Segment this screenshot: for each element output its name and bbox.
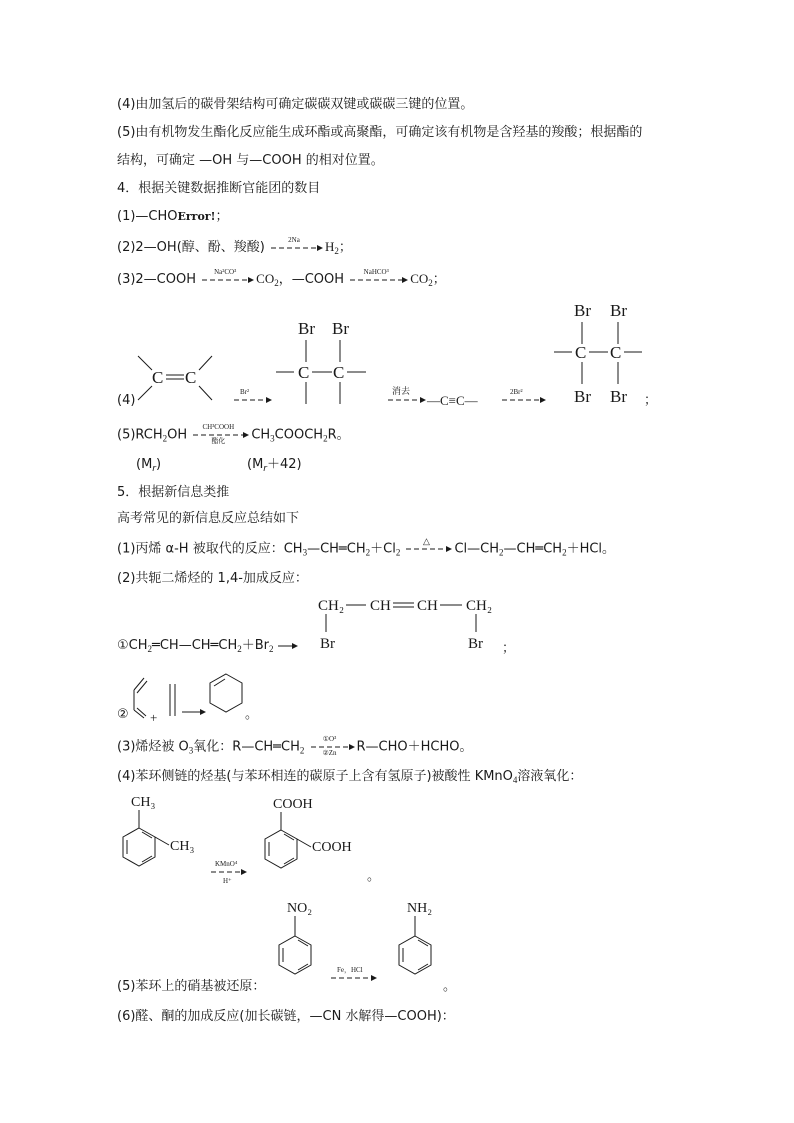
x-ch3-1: CH₃: [131, 795, 156, 810]
text-line-5a: (5)由有机物发生酯化反应能生成环酯或高聚酯，可确定该有机物是含羟基的羧酸；根据酯的: [117, 125, 643, 140]
product-r: R。: [327, 427, 350, 443]
nitrobenzene-structure: [279, 901, 312, 974]
sub: 2: [334, 246, 339, 256]
sub: 2: [237, 644, 242, 654]
arrow-label-h: H⁺: [223, 877, 232, 885]
point-4-reaction-scheme: [130, 296, 670, 416]
mr1: (M: [136, 457, 153, 472]
s-ch2-2: CH₂: [466, 598, 493, 614]
sub: 2: [365, 547, 371, 558]
arrow-2br2: [502, 388, 546, 403]
arrow-elimination: [388, 385, 426, 403]
reaction-arrow-o3: [309, 735, 357, 757]
sub: 2: [323, 433, 328, 444]
product-ch: CH: [251, 427, 271, 443]
reaction-2-heading: (2)共轭二烯烃的 1,4-加成反应：: [117, 571, 308, 586]
reaction-5-text: (5)苯环上的硝基被还原：: [117, 979, 266, 994]
semicolon: ；: [644, 393, 658, 408]
tetrabromide-structure: [554, 301, 657, 408]
reaction-4-heading: [117, 768, 582, 789]
arrow-label-esterify: 酯化: [211, 437, 226, 445]
pa-cooh-2: COOH: [312, 840, 352, 855]
sub: r: [152, 464, 156, 474]
arrow-short: [278, 641, 298, 651]
r2-c: ＋Br: [241, 638, 269, 653]
reaction-1: [117, 536, 616, 562]
tbr-2: Br: [610, 301, 627, 320]
sub: 2: [162, 433, 168, 444]
sub: 2: [395, 547, 401, 558]
reaction-arrow-heat: [404, 536, 454, 558]
r4-a: (4)苯环侧链的烃基(与苯环相连的碳原子上含有氢原子)被酸性 KMnO: [117, 769, 513, 784]
r1-a: (1)丙烯 α-H 被取代的反应：CH: [117, 541, 303, 557]
nitro-group: NO₂: [287, 901, 313, 916]
arrow-label-2br2: 2Br²: [510, 388, 523, 396]
point-2: [117, 235, 352, 260]
arrow-label-o3: ①O³: [322, 735, 337, 743]
point-3: [117, 267, 446, 292]
arrow-kmno4: [211, 860, 247, 885]
h2-product: H: [324, 239, 335, 254]
reaction-2-1: [117, 637, 298, 658]
s-semicolon: ；: [502, 641, 516, 656]
o-xylene-structure: [123, 795, 194, 866]
r3-b: 氧化：R—CH═CH: [193, 739, 300, 755]
arrow-label-nahco3: NaHCO³: [363, 267, 389, 276]
error-text: Error!: [177, 210, 216, 223]
mr2b: ＋42): [267, 457, 302, 472]
tbr-1: Br: [574, 301, 591, 320]
tetrabromide-c2: C: [610, 343, 622, 362]
point-4-label: (4): [117, 393, 136, 408]
alkene-c1: C: [152, 368, 164, 387]
phthalic-acid-structure: [265, 797, 352, 868]
mr2: (M: [247, 457, 264, 472]
point-5: [117, 423, 350, 448]
r3-a: (3)烯烃被 O: [117, 739, 189, 755]
sub: 2: [562, 547, 567, 558]
point-1-text: (1)—CHO: [117, 209, 178, 224]
tbr-3: Br: [574, 387, 591, 406]
cyclohexene-structure: [210, 674, 242, 712]
s-br-1: Br: [320, 636, 335, 652]
diels-alder-scheme: [128, 670, 258, 726]
point-5-oh: OH: [167, 427, 188, 443]
sub: 2: [274, 278, 279, 288]
alkene-c2: C: [185, 368, 197, 387]
alkyne: —C≡C—: [427, 393, 478, 408]
ethene-structure: [170, 684, 175, 716]
plus-sign: +: [150, 710, 158, 725]
point-2-end: ；: [338, 240, 352, 255]
point-1-end: ；: [215, 209, 229, 224]
r2-a: ①CH: [117, 638, 148, 653]
sub: 2: [428, 278, 433, 288]
dibromide-structure: [276, 319, 366, 404]
sub: r: [263, 464, 267, 474]
circle-2: ②: [117, 707, 129, 722]
r3-c: R—CHO＋HCHO。: [356, 739, 473, 755]
product-cooch: COOCH: [274, 427, 324, 443]
sub: 3: [270, 433, 275, 444]
nitro-reduction-scheme: [265, 892, 465, 998]
sub: 2: [269, 644, 274, 654]
mr-label-1: [136, 456, 161, 478]
reaction-3: [117, 735, 473, 760]
sub: 3: [188, 745, 194, 756]
dibromobutene-structure: [300, 592, 520, 662]
arrow-label-zn: ②Zn: [322, 749, 337, 757]
mr-label-2: [247, 456, 302, 478]
sub: 3: [302, 547, 308, 558]
alkene-structure: [138, 356, 212, 400]
arrow-br2: [234, 388, 272, 403]
dibromide-c1: C: [298, 363, 310, 382]
point-3-end: ；: [432, 272, 446, 287]
r1-c: ＋Cl: [370, 541, 396, 557]
arrow-da: [182, 709, 206, 715]
arrow-label-kmno4: KMnO⁴: [215, 860, 238, 868]
s-ch-1: CH: [370, 598, 391, 614]
r4-dot: 。: [367, 869, 381, 884]
arrow-fe-hcl: [331, 966, 377, 981]
r2-b: ═CH—CH═CH: [152, 638, 238, 653]
intro-line: 高考常见的新信息反应总结如下: [117, 511, 300, 526]
point-1: [117, 208, 228, 226]
pa-cooh-1: COOH: [273, 797, 313, 812]
arrow-label-elim: 消去: [392, 387, 411, 397]
br-1: Br: [298, 319, 315, 338]
r1-b: —CH═CH: [307, 541, 366, 557]
tetrabromide-c1: C: [575, 343, 587, 362]
section-5-heading: 5．根据新信息类推: [117, 485, 230, 500]
co2-product: CO: [256, 271, 275, 286]
text-line-5b: 结构，可确定 —OH 与—COOH 的相对位置。: [117, 153, 384, 168]
tbr-4: Br: [610, 387, 627, 406]
r1-d: Cl—CH: [454, 541, 500, 557]
point-3-text: (3)2—COOH: [117, 272, 197, 287]
dibromide-c2: C: [333, 363, 345, 382]
reaction-6: (6)醛、酮的加成反应(加长碳链，—CN 水解得—COOH)：: [117, 1009, 455, 1024]
br-2: Br: [332, 319, 349, 338]
r1-f: ＋HCl。: [566, 541, 616, 557]
r2-2-dot: 。: [245, 707, 259, 722]
sub: 2: [147, 644, 153, 654]
reaction-arrow-na2co3: [200, 267, 256, 289]
r1-e: —CH═CH: [503, 541, 563, 557]
reaction-arrow-nahco3: [348, 267, 410, 289]
xylene-oxidation-scheme: [115, 788, 395, 888]
s-ch2-1: CH₂: [318, 598, 345, 614]
arrow-label-2na: 2Na: [288, 235, 300, 244]
s-br-2: Br: [468, 636, 483, 652]
sub: 2: [499, 547, 504, 558]
text-line-4: (4)由加氢后的碳骨架结构可确定碳碳双键或碳碳三键的位置。: [117, 97, 474, 112]
sub: 4: [512, 775, 518, 785]
r5-dot: 。: [443, 979, 457, 994]
arrow-label-heat: △: [423, 536, 430, 546]
sub: 2: [299, 745, 305, 756]
reaction-arrow-2na: [269, 235, 325, 257]
arrow-label-fe-hcl: Fe，HCl: [337, 966, 363, 974]
butadiene-structure: [134, 678, 147, 718]
arrow-label-br2: Br²: [240, 388, 250, 396]
aniline-structure: [399, 901, 432, 974]
point-3-cooh: ，—COOH: [278, 272, 345, 287]
co2-product-2: CO: [410, 271, 429, 286]
point-5-text: (5)RCH: [117, 427, 163, 443]
reaction-arrow-esterify: [191, 423, 251, 445]
point-2-text: (2)2—OH(醇、酚、羧酸): [117, 240, 265, 255]
section-4-heading: 4．根据关键数据推断官能团的数目: [117, 181, 321, 196]
mr1b: ): [156, 457, 162, 472]
s-ch-2: CH: [417, 598, 438, 614]
amino-group: NH₂: [407, 901, 433, 916]
x-ch3-2: CH₃: [170, 839, 195, 854]
arrow-label-na2co3: Na²CO³: [214, 267, 237, 276]
arrow-label-ch3cooh: CH³COOH: [202, 423, 235, 431]
r4-b: 溶液氧化：: [517, 769, 583, 784]
